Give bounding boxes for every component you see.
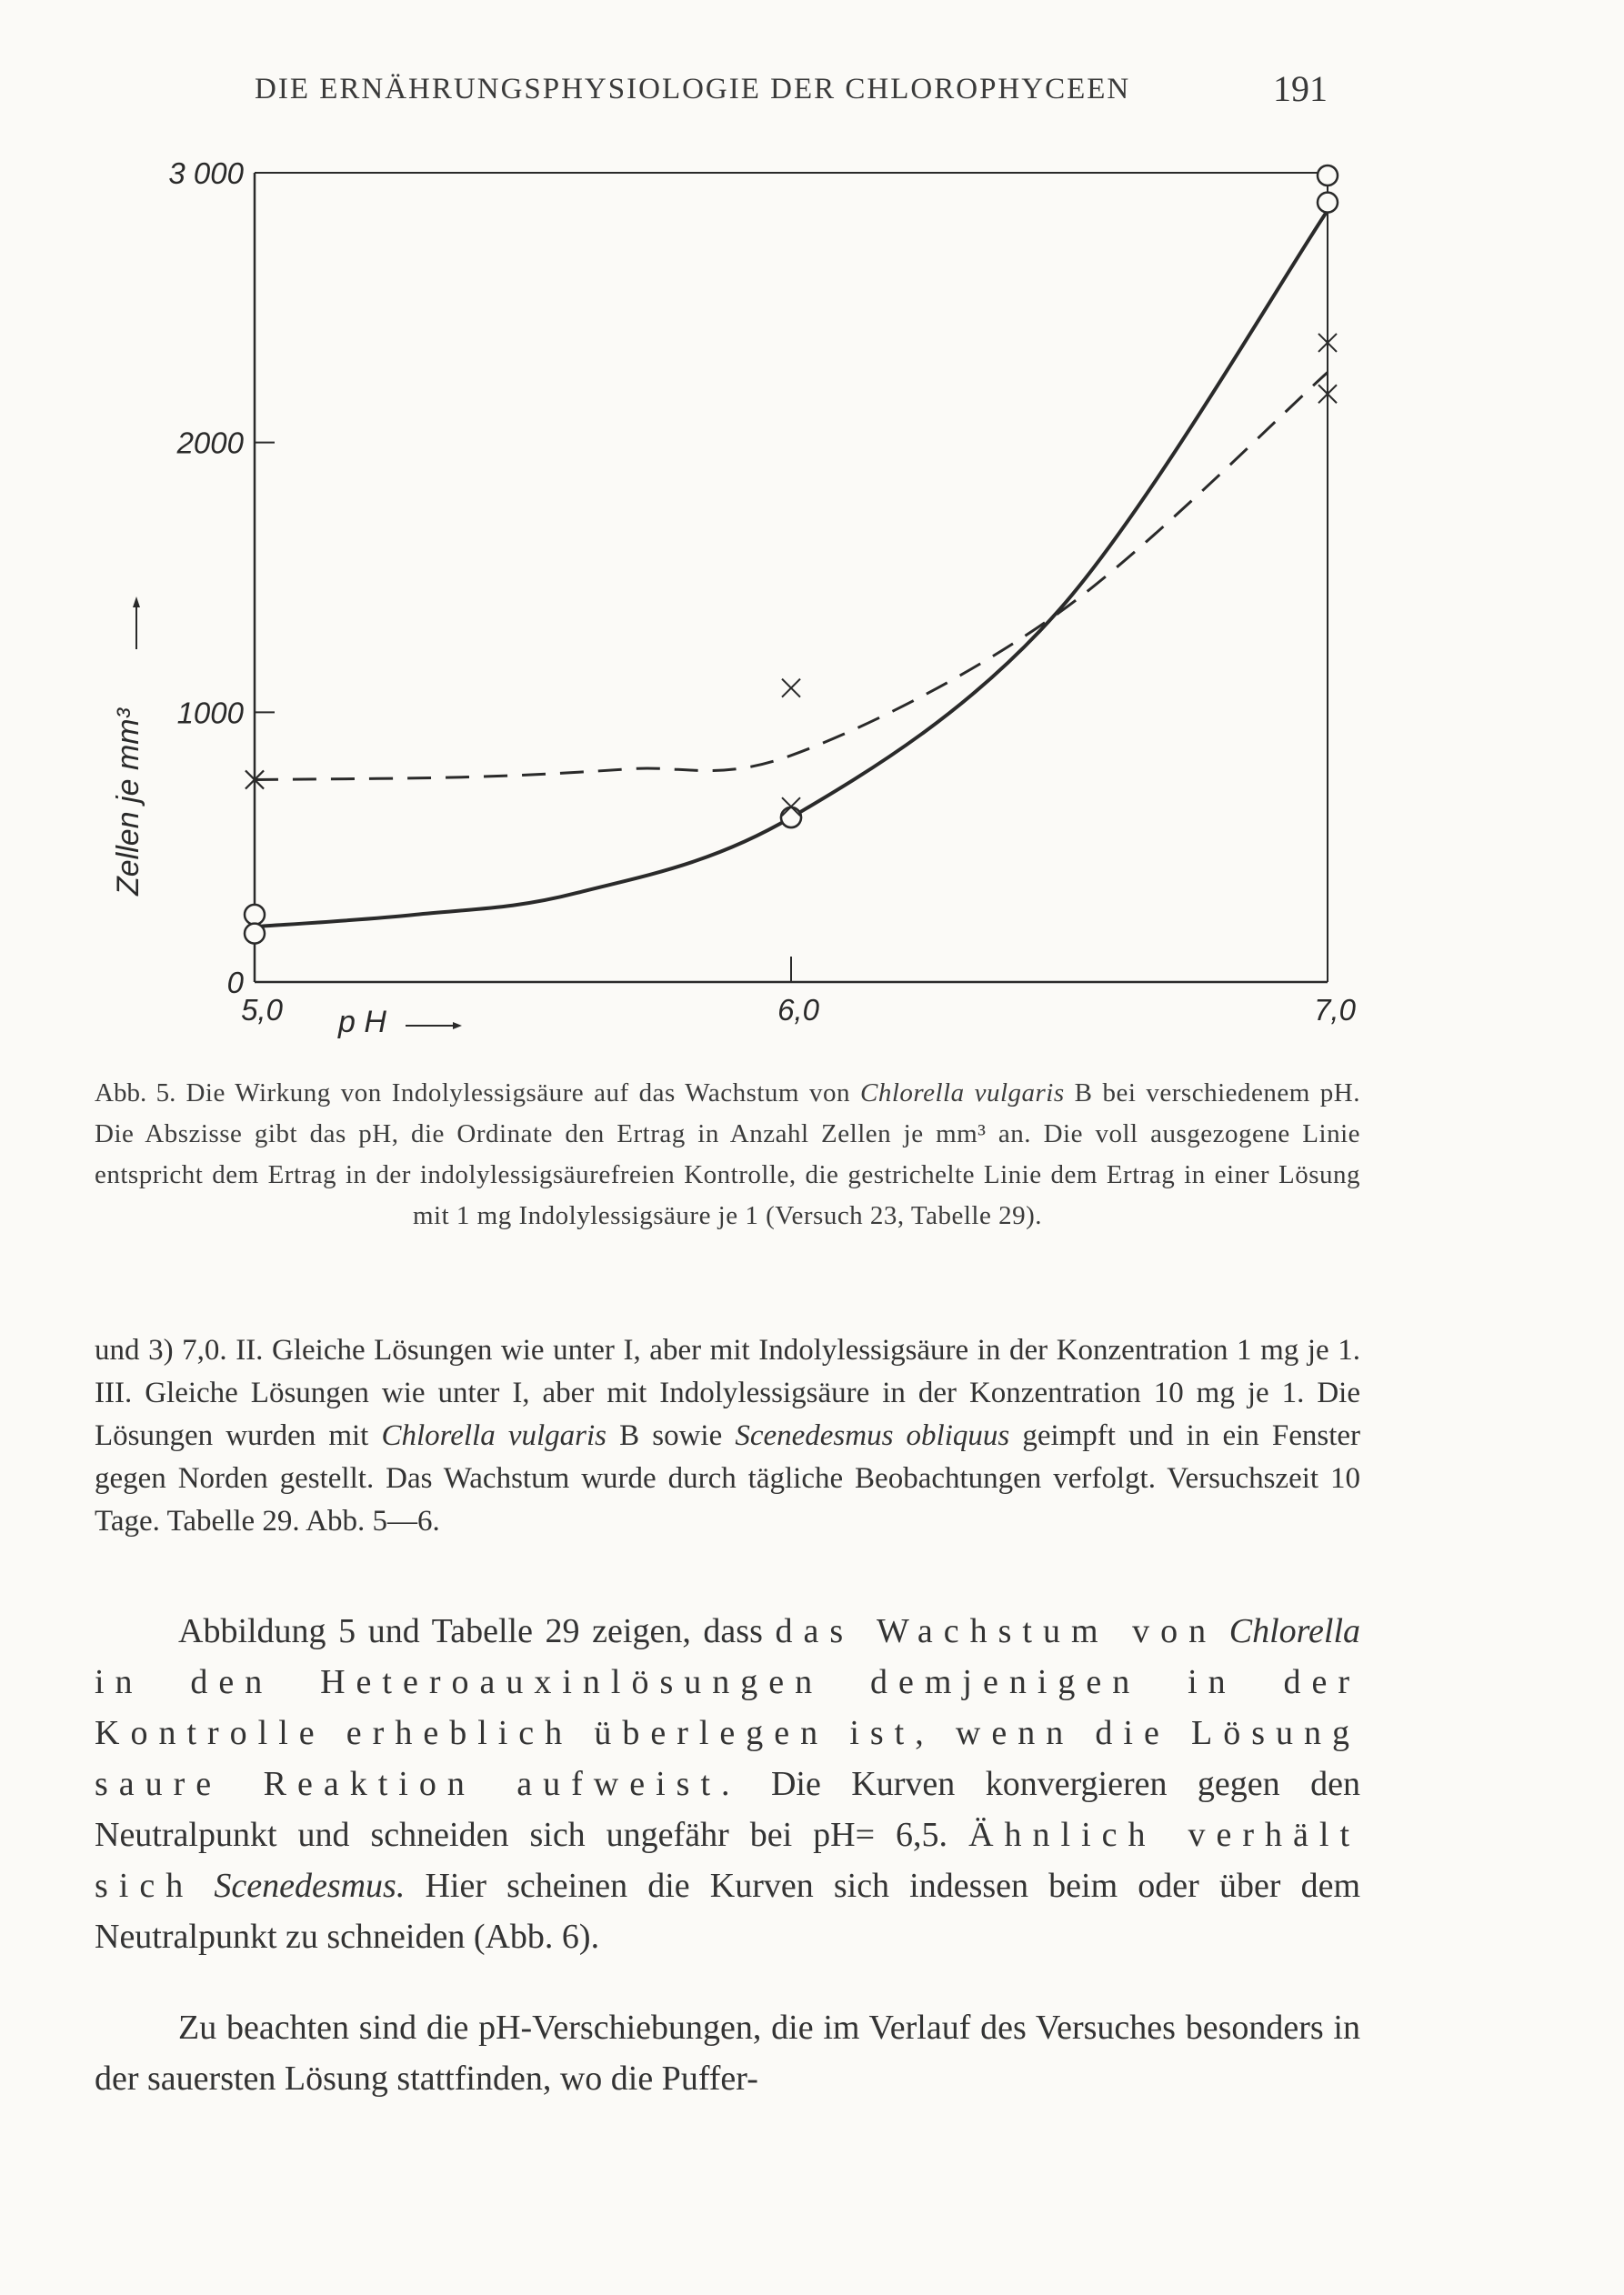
x-tick-label: 5,0 <box>241 993 283 1027</box>
y-axis-arrow <box>133 596 140 649</box>
p2-text-c: Hier scheinen die Kurven sich indessen beim oder über dem Neutralpunkt zu schneiden (Abb. 6). <box>95 1867 1361 1956</box>
y-tick-label: 2000 <box>176 426 244 460</box>
p2-spaced-1: das Wachstum von <box>775 1612 1218 1650</box>
x-axis-arrow <box>406 1022 462 1029</box>
y-tick-label: 0 <box>226 966 244 999</box>
p3-text: Zu beachten sind die pH-Verschiebungen, die im Verlauf des Versuches besonders in der sauersten Lösung stattfinden, wo die Puffer- <box>95 2009 1360 2098</box>
chart-markers <box>245 165 1338 944</box>
x-tick-label: 6,0 <box>777 993 819 1027</box>
chart-tick-labels <box>168 156 1356 1027</box>
x-axis-label: p H <box>338 1005 386 1039</box>
caption-text-b: B bei verschiedenem pH. Die Abszisse gibt das pH, die Ordinate den Ertrag in Anzahl Zellen je mm³ an. Die voll ausgezogene Linie entspricht dem Ertrag in der indolylessigsäurefreien Kontrolle, die gestrichelte Linie dem Ertrag in einer Lösung mit 1 mg Indolylessigsäure je 1 (Versuch 23, Tabelle 29). <box>95 1078 1361 1230</box>
p1-species-scenedesmus: Scenedesmus obliquus <box>735 1419 1010 1452</box>
figure-chart <box>0 0 1624 1055</box>
series-iaa-dashed-line <box>255 373 1328 780</box>
paragraph-ph-shift <box>95 2002 1360 2104</box>
data-point-circle <box>781 807 801 827</box>
p2-text-b: Die Kurven konvergieren gegen den Neutralpunkt und schneiden sich ungefähr bei pH= 6,5. <box>95 1765 1360 1854</box>
p2-text-a: Abbildung 5 und Tabelle 29 zeigen, dass <box>178 1612 763 1650</box>
figure-caption <box>95 1073 1360 1237</box>
caption-species: Chlorella vulgaris <box>859 1078 1065 1107</box>
running-title: DIE ERNÄHRUNGSPHYSIOLOGIE DER CHLOROPHYCEEN <box>255 73 1131 105</box>
p2-genus-scenedesmus: Scenedesmus. <box>214 1867 406 1905</box>
p1-species-chlorella: Chlorella vulgaris <box>381 1419 606 1452</box>
y-axis-label: Zellen je mm³ <box>111 708 145 896</box>
data-point-circle <box>1318 193 1338 213</box>
y-tick-label: 3 000 <box>168 156 244 190</box>
caption-label: Abb. 5. <box>95 1078 176 1107</box>
data-point-circle <box>1318 165 1338 185</box>
data-point-circle <box>245 905 265 925</box>
caption-text-a: Die Wirkung von Indolylessigsäure auf das Wachstum von <box>185 1078 850 1107</box>
p2-genus-chlorella: Chlorella <box>1228 1612 1360 1650</box>
p2-spaced-3: Ähnlich verhält sich <box>95 1816 1360 1905</box>
p1-text-b: B sowie <box>619 1419 723 1452</box>
chart-axes <box>255 173 1328 982</box>
y-tick-label: 1000 <box>176 696 244 730</box>
paragraph-results <box>95 1606 1360 1962</box>
page-number: 191 <box>1273 68 1328 109</box>
data-point-cross <box>782 679 800 697</box>
data-point-circle <box>245 924 265 944</box>
p2-spaced-2: in den Heteroauxinlösungen demjenigen in der Kontrolle erheblich überlegen ist, wenn die Lösung saure Reaktion aufweist. <box>95 1663 1360 1803</box>
p1-text-a: und 3) 7,0. II. Gleiche Lösungen wie unter I, aber mit Indolylessigsäure in der Konzentration 1 mg je 1. III. Gleiche Lösungen wie unter I, aber mit Indolylessigsäure in der Konzentration 10 mg je 1. Die Lösungen wurden mit <box>95 1334 1360 1452</box>
paragraph-methods <box>95 1329 1360 1543</box>
p1-text-c: geimpft und in ein Fenster gegen Norden gestellt. Das Wachstum wurde durch tägliche Beobachtungen verfolgt. Versuchszeit 10 Tage. Tabelle 29. Abb. 5—6. <box>95 1419 1361 1538</box>
x-tick-label: 7,0 <box>1314 993 1356 1027</box>
